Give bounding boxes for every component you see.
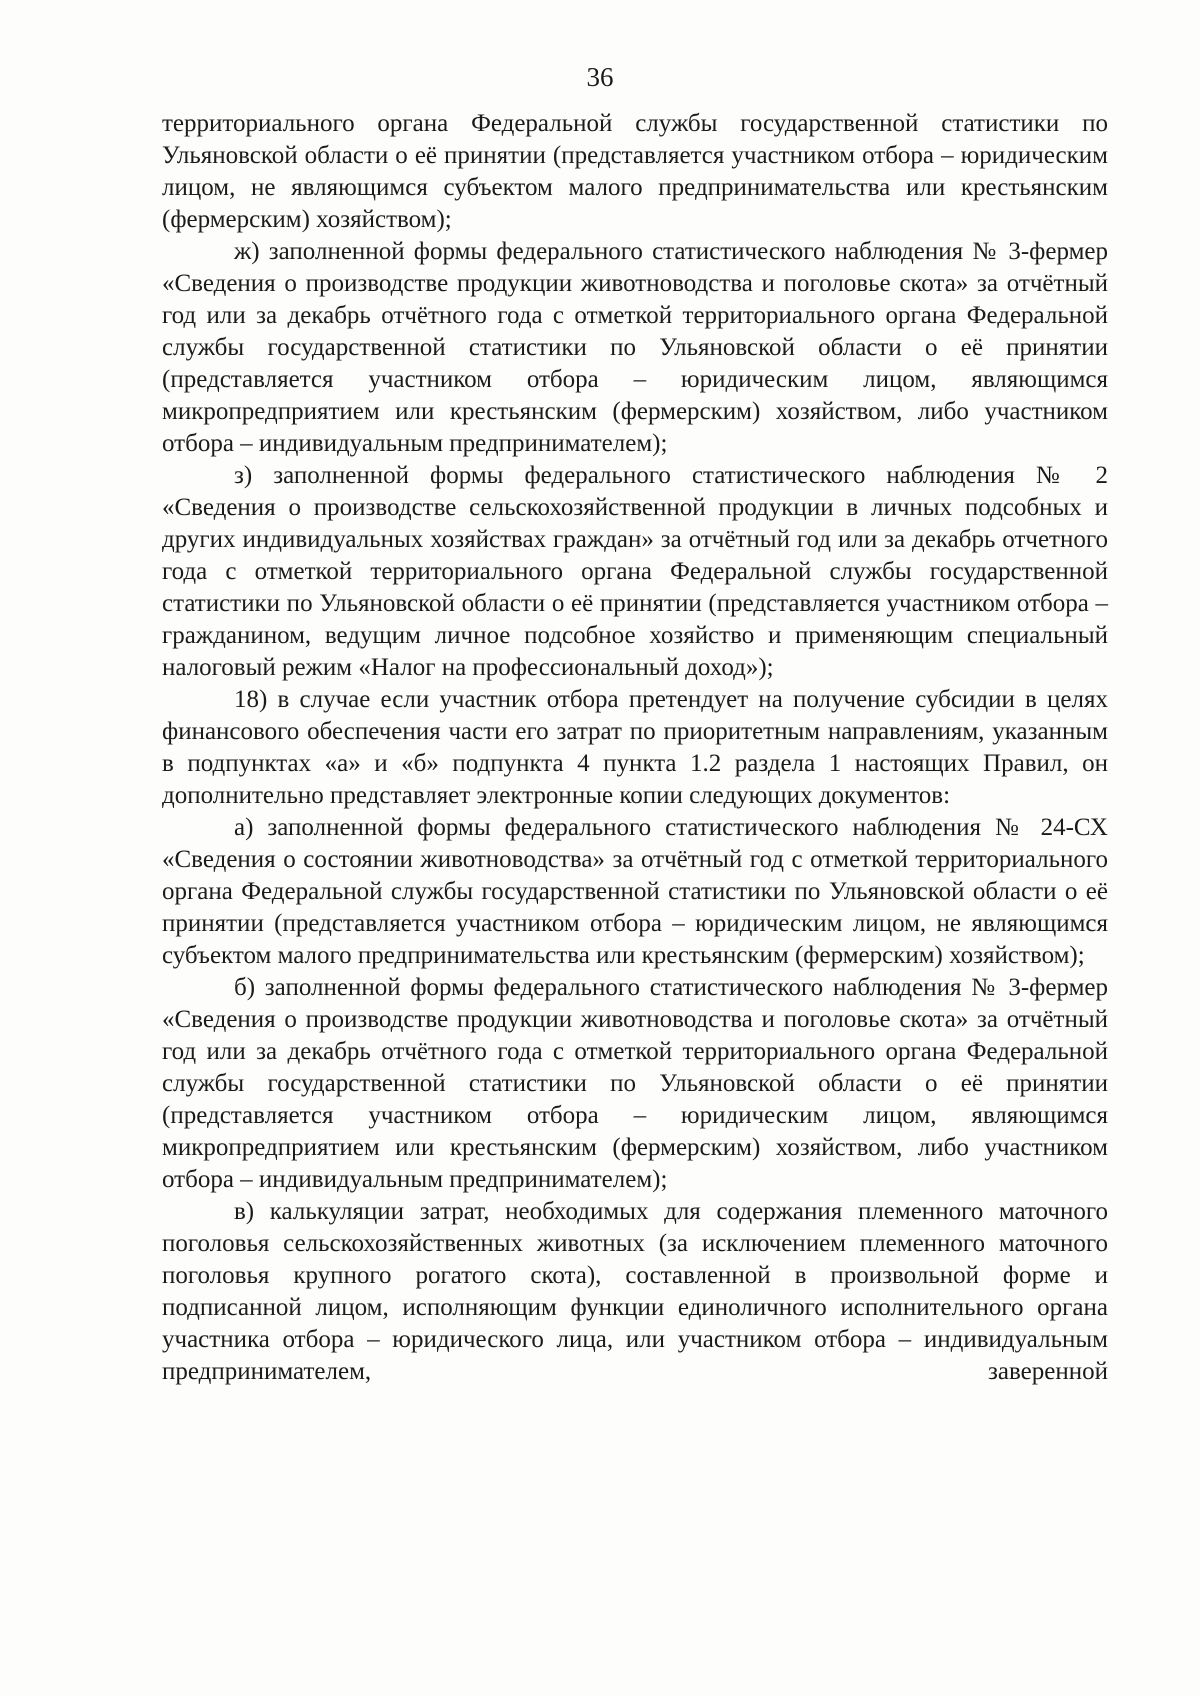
page-number: 36 xyxy=(586,62,614,92)
paragraph-item-zh: ж) заполненной формы федерального статистического наблюдения № 3-фермер «Сведения о производстве продукции животноводства и поголовье скота» за отчётный год или за декабрь отчётного года с отметкой территориального органа Федеральной службы государственной статистики по Ульяновской области о её принятии (представляется участником отбора – юридическим лицом, являющимся микропредприятием или крестьянским (фермерским) хозяйством, либо участником отбора – индивидуальным предпринимателем); xyxy=(162,238,1108,457)
paragraph-item-z: з) заполненной формы федерального статистического наблюдения № 2 «Сведения о производстве сельскохозяйственной продукции в личных подсобных и других индивидуальных хозяйствах граждан» за отчётный год или за декабрь отчетного года с отметкой территориального органа Федеральной службы государственной статистики по Ульяновской области о её принятии (представляется участником отбора – гражданином, ведущим личное подсобное хозяйство и применяющим специальный налоговый режим «Налог на профессиональный доход»); xyxy=(162,462,1108,681)
paragraph-item-v: в) калькуляции затрат, необходимых для содержания племенного маточного поголовья сельскохозяйственных животных (за исключением племенного маточного поголовья крупного рогатого скота), составленной в произвольной форме и подписанной лицом, исполняющим функции единоличного исполнительного органа участника отбора – юридического лица, или участником отбора – индивидуальным предпринимателем, заверенной xyxy=(162,1198,1108,1385)
paragraph-item-b: б) заполненной формы федерального статистического наблюдения № 3-фермер «Сведения о производстве продукции животноводства и поголовье скота» за отчётный год или за декабрь отчётного года с отметкой территориального органа Федеральной службы государственной статистики по Ульяновской области о её принятии (представляется участником отбора – юридическим лицом, являющимся микропредприятием или крестьянским (фермерским) хозяйством, либо участником отбора – индивидуальным предпринимателем); xyxy=(162,974,1108,1193)
document-body xyxy=(162,108,1108,1388)
paragraph-item-a: а) заполненной формы федерального статистического наблюдения № 24-СХ «Сведения о состоянии животноводства» за отчётный год с отметкой территориального органа Федеральной службы государственной статистики по Ульяновской области о её принятии (представляется участником отбора – юридическим лицом, не являющимся субъектом малого предпринимательства или крестьянским (фермерским) хозяйством); xyxy=(162,814,1108,969)
paragraph-item-18: 18) в случае если участник отбора претендует на получение субсидии в целях финансового обеспечения части его затрат по приоритетным направлениям, указанным в подпунктах «а» и «б» подпункта 4 пункта 1.2 раздела 1 настоящих Правил, он дополнительно представляет электронные копии следующих документов: xyxy=(162,686,1108,809)
paragraph-continuation: территориального органа Федеральной службы государственной статистики по Ульяновской области о её принятии (представляется участником отбора – юридическим лицом, не являющимся субъектом малого предпринимательства или крестьянским (фермерским) хозяйством); xyxy=(162,110,1108,233)
